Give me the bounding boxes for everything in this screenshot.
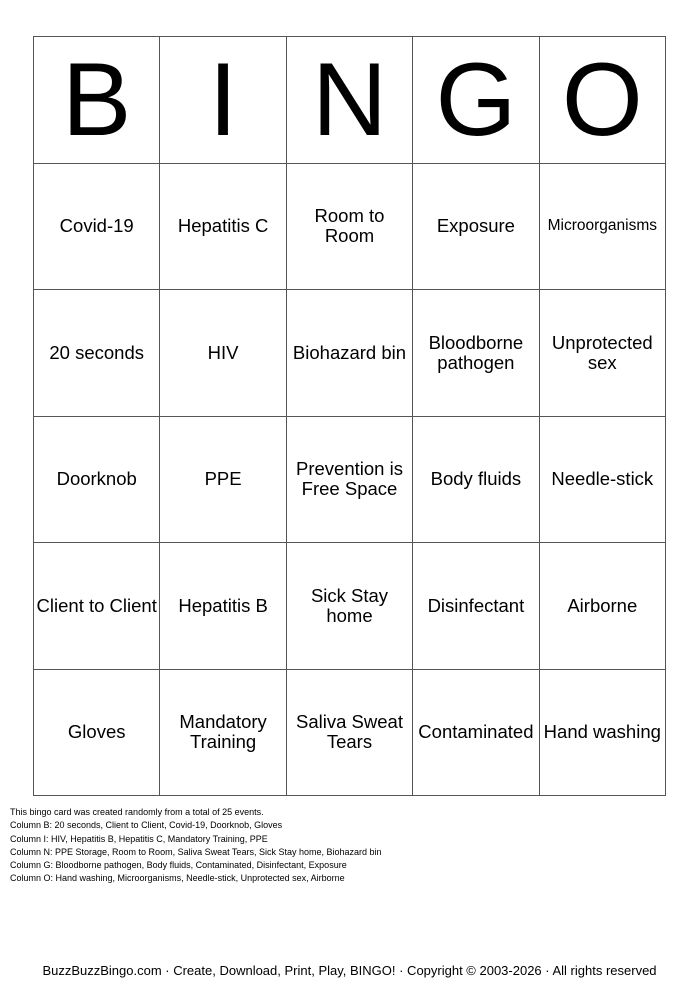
bingo-cell: PPE — [160, 417, 286, 544]
bingo-cell: Microorganisms — [540, 164, 666, 291]
bingo-cell: HIV — [160, 290, 286, 417]
notes-column-b: Column B: 20 seconds, Client to Client, Covid-19, Doorknob, Gloves — [10, 820, 283, 831]
header-letter-g: G — [413, 37, 539, 164]
page-footer: BuzzBuzzBingo.com · Create, Download, Print, Play, BINGO! · Copyright © 2003-2026 · All rights reserved — [42, 963, 657, 978]
header-letter-n: N — [287, 37, 413, 164]
bingo-cell: Biohazard bin — [287, 290, 413, 417]
bingo-cell: Client to Client — [34, 543, 160, 670]
bingo-cell: 20 seconds — [34, 290, 160, 417]
bingo-cell: Mandatory Training — [160, 670, 286, 797]
bingo-cell: Hepatitis C — [160, 164, 286, 291]
notes-column-i: Column I: HIV, Hepatitis B, Hepatitis C, Mandatory Training, PPE — [10, 833, 268, 844]
bingo-cell: Exposure — [413, 164, 539, 291]
bingo-cell: Saliva Sweat Tears — [287, 670, 413, 797]
bingo-cell: Hepatitis B — [160, 543, 286, 670]
bingo-cell: Sick Stay home — [287, 543, 413, 670]
header-letter-b: B — [34, 37, 160, 164]
bingo-cell: Room to Room — [287, 164, 413, 291]
notes-column-g: Column G: Bloodborne pathogen, Body fluids, Contaminated, Disinfectant, Exposure — [10, 860, 347, 871]
card-notes — [10, 806, 382, 886]
bingo-cell: Airborne — [540, 543, 666, 670]
bingo-cell: Body fluids — [413, 417, 539, 544]
bingo-cell: Needle-stick — [540, 417, 666, 544]
bingo-cell: Bloodborne pathogen — [413, 290, 539, 417]
bingo-cell: Covid-19 — [34, 164, 160, 291]
bingo-cell: Doorknob — [34, 417, 160, 544]
bingo-cell: Contaminated — [413, 670, 539, 797]
bingo-cell: Unprotected sex — [540, 290, 666, 417]
header-letter-o: O — [540, 37, 666, 164]
notes-intro: This bingo card was created randomly from a total of 25 events. — [10, 807, 264, 817]
notes-column-n: Column N: PPE Storage, Room to Room, Saliva Sweat Tears, Sick Stay home, Biohazard bin — [10, 846, 382, 857]
notes-column-o: Column O: Hand washing, Microorganisms, Needle-stick, Unprotected sex, Airborne — [10, 873, 345, 884]
header-letter-i: I — [160, 37, 286, 164]
bingo-cell: Hand washing — [540, 670, 666, 797]
bingo-cell: Disinfectant — [413, 543, 539, 670]
bingo-cell: Gloves — [34, 670, 160, 797]
free-space-cell: Prevention is Free Space — [287, 417, 413, 544]
bingo-card — [33, 36, 666, 796]
